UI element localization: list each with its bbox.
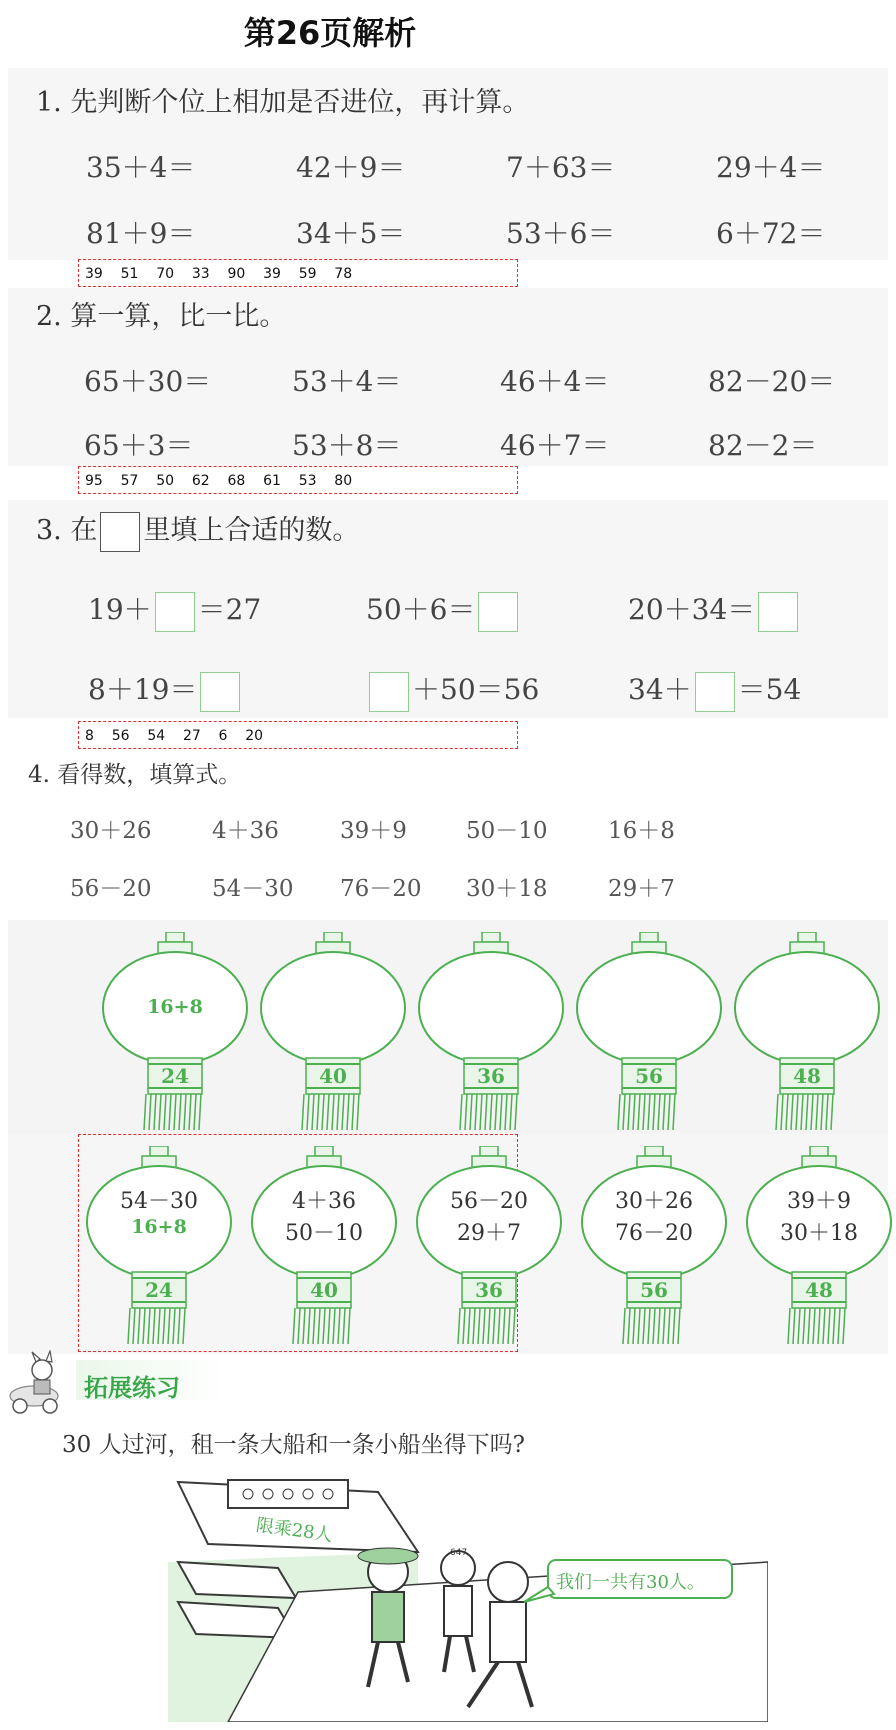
q2-expr: 65＋30＝: [84, 365, 212, 398]
lantern: [574, 932, 724, 1132]
answer-blank[interactable]: [155, 592, 195, 632]
lantern: [258, 932, 408, 1132]
lantern-line1: 56－20: [450, 1189, 528, 1214]
q4-expr: 39＋9: [340, 818, 407, 844]
q3-equation: [366, 588, 521, 632]
lantern-line2: 29＋7: [457, 1221, 521, 1246]
lantern: [249, 1146, 399, 1346]
lantern-number: 40: [310, 1278, 338, 1302]
lantern-number: 48: [805, 1278, 833, 1302]
lantern-line1: 4＋36: [292, 1189, 356, 1214]
q3-heading-pre: 3. 在: [36, 515, 98, 546]
q3-heading: [36, 508, 359, 552]
q2-answer-box: 95 57 50 62 68 61 53 80: [78, 466, 518, 494]
speech-bubble-text: 我们一共有30人。: [556, 1572, 705, 1593]
lantern-line2: 16+8: [131, 1216, 187, 1238]
answer-blank[interactable]: [200, 672, 240, 712]
q2-expr: 46＋7＝: [500, 429, 610, 462]
lantern: [416, 932, 566, 1132]
q4-expr: 30＋26: [70, 818, 152, 844]
q1-heading: 1. 先判断个位上相加是否进位，再计算。: [36, 87, 530, 118]
eq-part: 19＋: [88, 593, 152, 626]
q4-heading: 4. 看得数，填算式。: [28, 762, 242, 788]
q2-expr: 53＋4＝: [292, 365, 402, 398]
eq-part: 50＋6＝: [366, 593, 476, 626]
lantern-line2: 30＋18: [780, 1221, 858, 1246]
lantern: [732, 932, 882, 1132]
lantern-line1: 54－30: [120, 1189, 198, 1214]
mascot-icon: [6, 1350, 76, 1416]
q3-equation: [366, 668, 539, 712]
lantern-number: 36: [475, 1278, 503, 1302]
q1-expr: 81＋9＝: [86, 217, 196, 250]
q4-expr: 4＋36: [212, 818, 279, 844]
lantern-line2: 76－20: [615, 1221, 693, 1246]
lantern: [84, 1146, 234, 1346]
blank-box-icon: [100, 512, 140, 552]
lantern-number: 24: [145, 1278, 173, 1302]
eq-part: 8＋19＝: [88, 673, 198, 706]
eq-part: ＝27: [197, 593, 262, 626]
q4-expr: 54－30: [212, 876, 294, 902]
lantern: [100, 932, 250, 1132]
eq-part: ＋50＝56: [412, 673, 540, 706]
q3-heading-post: 里填上合适的数。: [143, 515, 360, 546]
answer-blank[interactable]: [758, 592, 798, 632]
q1-expr: 7＋63＝: [506, 151, 616, 184]
q4-expr: 30＋18: [466, 876, 548, 902]
river-crossing-illustration: [168, 1472, 768, 1722]
answer-blank[interactable]: [478, 592, 518, 632]
answer-blank[interactable]: [695, 672, 735, 712]
q2-heading: 2. 算一算，比一比。: [36, 301, 287, 332]
lantern-number: 56: [640, 1278, 668, 1302]
q2-expr: 53＋8＝: [292, 429, 402, 462]
q3-equation: [88, 668, 243, 712]
lantern-number: 40: [319, 1064, 347, 1088]
eq-part: 34＋: [628, 673, 692, 706]
lantern: [579, 1146, 729, 1346]
lantern-number: 48: [793, 1064, 821, 1088]
lantern-line1: 39＋9: [787, 1189, 851, 1214]
extension-title: 拓展练习: [84, 1374, 180, 1402]
q1-expr: 34＋5＝: [296, 217, 406, 250]
q4-expr: 56－20: [70, 876, 152, 902]
hat-badge: 647: [450, 1548, 468, 1558]
lantern: [414, 1146, 564, 1346]
lantern: [744, 1146, 894, 1346]
lantern-number: 24: [161, 1064, 189, 1088]
q4-expr: 16＋8: [608, 818, 675, 844]
q1-expr: 29＋4＝: [716, 151, 826, 184]
q2-expr: 82－2＝: [708, 429, 818, 462]
q4-expr: 29＋7: [608, 876, 675, 902]
q1-expr: 35＋4＝: [86, 151, 196, 184]
q1-answer-box: 39 51 70 33 90 39 59 78: [78, 259, 518, 287]
q1-expr: 6＋72＝: [716, 217, 826, 250]
q3-answer-box: 8 56 54 27 6 20: [78, 721, 518, 749]
eq-part: ＝54: [737, 673, 802, 706]
q3-equation: [628, 588, 801, 632]
q3-equation: [88, 588, 261, 632]
lantern-line2: 50－10: [285, 1221, 363, 1246]
q1-expr: 53＋6＝: [506, 217, 616, 250]
eq-part: 20＋34＝: [628, 593, 756, 626]
q3-equation: [628, 668, 801, 712]
lantern-line1: 30＋26: [615, 1189, 693, 1214]
boat-sign: 限乘28人: [254, 1514, 334, 1547]
q4-expr: 50－10: [466, 818, 548, 844]
q2-expr: 82－20＝: [708, 365, 836, 398]
q2-expr: 46＋4＝: [500, 365, 610, 398]
q4-expr: 76－20: [340, 876, 422, 902]
q2-expr: 65＋3＝: [84, 429, 194, 462]
answer-blank[interactable]: [369, 672, 409, 712]
page-title: 第26页解析: [243, 14, 417, 52]
lantern-number: 56: [635, 1064, 663, 1088]
extension-question: 30 人过河，租一条大船和一条小船坐得下吗?: [62, 1432, 525, 1458]
q1-expr: 42＋9＝: [296, 151, 406, 184]
lantern-expr: 16+8: [147, 996, 203, 1018]
lantern-number: 36: [477, 1064, 505, 1088]
